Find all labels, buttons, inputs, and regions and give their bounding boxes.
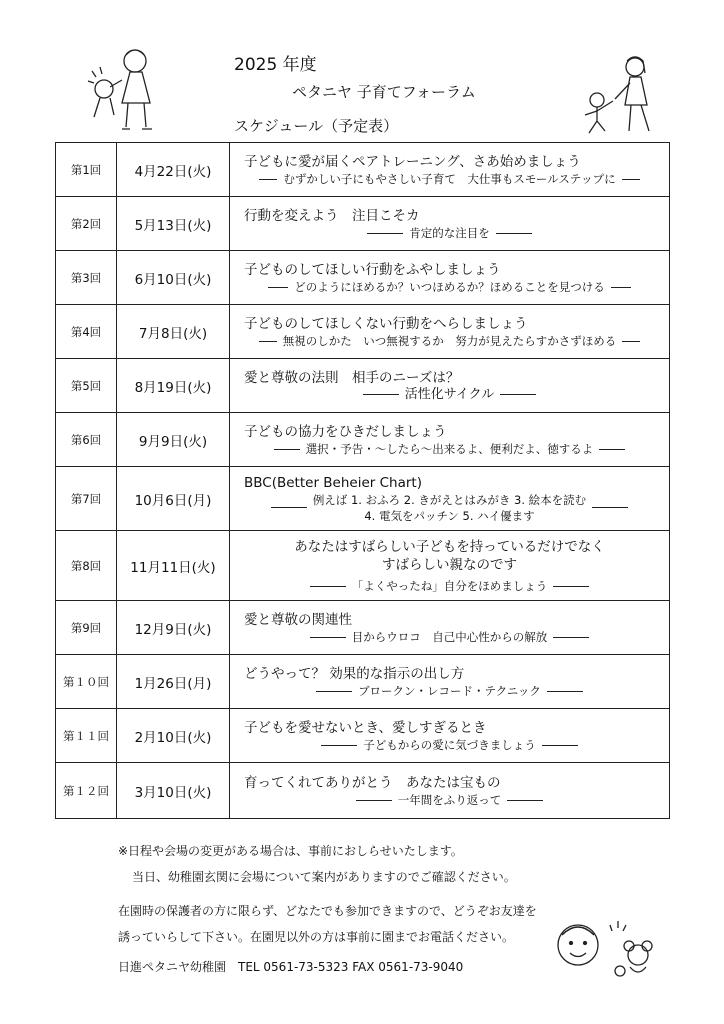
session-content (230, 709, 670, 763)
table-row (56, 709, 670, 763)
parent-child-illustration (80, 45, 175, 135)
note-venue-info: 当日、幼稚園玄関に会場について案内がありますのでご確認ください。 (132, 870, 516, 884)
session-number: 第１２回 (56, 763, 117, 819)
session-subtitle: 一年間をふり返って (230, 792, 669, 808)
session-number: 第6回 (56, 413, 117, 467)
session-date: 4月22日(火) (117, 143, 230, 197)
session-title: 子どものしてほしい行動をふやしましょう (244, 261, 501, 278)
parent-walking-illustration (575, 55, 670, 140)
session-content (230, 467, 670, 531)
session-title: 育ってくれてありがとう あなたは宝もの (244, 774, 501, 791)
session-number: 第3回 (56, 251, 117, 305)
session-date: 9月9日(火) (117, 413, 230, 467)
contact-info: 日進ペタニヤ幼稚園 TEL 0561-73-5323 FAX 0561-73-9040 (118, 960, 464, 974)
session-content (230, 251, 670, 305)
table-row (56, 305, 670, 359)
session-title-line2: すばらしい親なのです (382, 556, 517, 573)
session-number: 第1回 (56, 143, 117, 197)
session-date: 7月8日(火) (117, 305, 230, 359)
session-subtitle: ブロークン・レコード・テクニック (230, 683, 669, 699)
session-content (230, 197, 670, 251)
page-title-year: 2025 年度 (234, 55, 317, 75)
session-number: 第１１回 (56, 709, 117, 763)
note-phone-request: 誘っていらして下さい。在園児以外の方は事前に園までお電話ください。 (118, 930, 515, 944)
page-title-forum: ペタニヤ 子育てフォーラム (292, 83, 476, 101)
session-subtitle: どのようにほめるか？いつほめるか？ほめることを見つける (230, 279, 669, 295)
session-subtitle: 子どもからの愛に気づきましょう (230, 737, 669, 753)
table-row (56, 601, 670, 655)
session-number: 第5回 (56, 359, 117, 413)
note-open-invitation: 在園時の保護者の方に限らず、どなたでも参加できますので、どうぞお友達を (118, 904, 537, 918)
session-subtitle: 「よくやったね」自分をほめましょう (230, 578, 669, 594)
table-row (56, 359, 670, 413)
session-title: 行動を変えよう 注目こそカ (244, 207, 420, 224)
session-content (230, 601, 670, 655)
session-date: 6月10日(火) (117, 251, 230, 305)
session-date: 11月11日(火) (117, 531, 230, 601)
session-title: BBC(Better Beheier Chart) (244, 474, 422, 491)
page-title-schedule: スケジュール（予定表） (234, 117, 399, 135)
session-number: 第9回 (56, 601, 117, 655)
session-subtitle: 例えば 1. おふろ 2. きがえとはみがき 3. 絵本を読む 4. 電気をパッチン 5. ハイ優ます (230, 492, 669, 524)
child-mouse-illustration (550, 915, 665, 985)
session-title: 愛と尊敬の関連性 (244, 611, 352, 628)
session-subtitle: 目からウロコ 自己中心性からの解放 (230, 629, 669, 645)
session-content (230, 531, 670, 601)
schedule-table (55, 142, 670, 819)
session-title: あなたはすばらしい子どもを持っているだけでなく (294, 538, 605, 555)
session-number: 第4回 (56, 305, 117, 359)
table-row (56, 467, 670, 531)
session-content (230, 763, 670, 819)
session-title: 子どものしてほしくない行動をへらしましょう (244, 315, 528, 332)
session-date: 8月19日(火) (117, 359, 230, 413)
session-date: 2月10日(火) (117, 709, 230, 763)
session-content (230, 143, 670, 197)
session-date: 10月6日(月) (117, 467, 230, 531)
session-subtitle: 無視のしかた いつ無視するか 努力が見えたらすかさずほめる (230, 333, 669, 349)
session-number: 第2回 (56, 197, 117, 251)
session-date: 1月26日(月) (117, 655, 230, 709)
session-content (230, 655, 670, 709)
table-row (56, 251, 670, 305)
session-date: 5月13日(火) (117, 197, 230, 251)
table-row (56, 655, 670, 709)
session-number: 第１０回 (56, 655, 117, 709)
table-row (56, 143, 670, 197)
session-content (230, 359, 670, 413)
table-row (56, 413, 670, 467)
session-content (230, 413, 670, 467)
session-date: 3月10日(火) (117, 763, 230, 819)
session-subtitle: 選択・予告・～したら～出来るよ、便利だよ、徳するよ (230, 441, 669, 457)
session-subtitle: 活性化サイクル (230, 387, 669, 403)
table-row (56, 763, 670, 819)
session-title: どうやって？ 効果的な指示の出し方 (244, 665, 465, 682)
table-row (56, 531, 670, 601)
session-date: 12月9日(火) (117, 601, 230, 655)
session-subtitle: むずかしい子にもやさしい子育て 大仕事もスモールステップに (230, 171, 669, 187)
table-row (56, 197, 670, 251)
session-number: 第8回 (56, 531, 117, 601)
session-subtitle: 肯定的な注目を (230, 225, 669, 241)
session-content (230, 305, 670, 359)
note-schedule-change: ※日程や会場の変更がある場合は、事前におしらせいたします。 (118, 844, 463, 858)
session-number: 第7回 (56, 467, 117, 531)
session-title: 子どもの協力をひきだしましょう (244, 423, 447, 440)
session-title: 子どもに愛が届くペアトレーニング、さあ始めましょう (244, 153, 581, 170)
session-title: 愛と尊敬の法則 相手のニーズは？ (244, 369, 460, 386)
session-title: 子どもを愛せないとき、愛しすぎるとき (244, 719, 487, 736)
